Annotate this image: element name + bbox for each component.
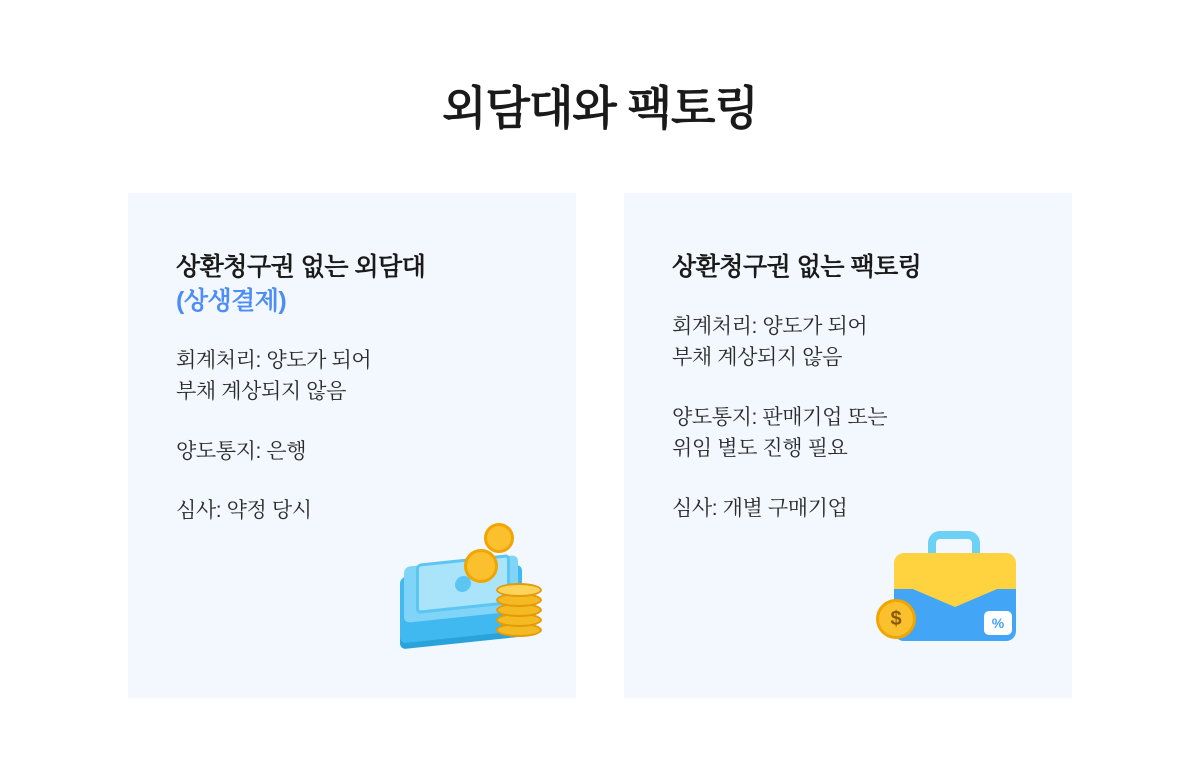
card-left-para-accounting bbox=[176, 345, 556, 408]
card-right-para-review bbox=[672, 493, 1052, 525]
text-line: 심사: 개별 구매기업 bbox=[672, 496, 848, 520]
coin-icon bbox=[464, 549, 498, 583]
dollar-coin-icon: $ bbox=[876, 599, 916, 639]
comparison-cards bbox=[128, 193, 1072, 698]
text-line: 위임 별도 진행 필요 bbox=[672, 437, 848, 461]
text-line: 부채 계상되지 않음 bbox=[672, 346, 842, 370]
money-bills-coins-icon bbox=[390, 523, 560, 663]
text-line: 양도통지: 판매기업 또는 bbox=[672, 405, 888, 429]
card-title-left bbox=[176, 251, 556, 319]
card-content-right bbox=[672, 251, 1052, 524]
card-body-right bbox=[672, 311, 1052, 525]
text-line: 양도통지: 은행 bbox=[176, 439, 307, 463]
card-right-para-notice bbox=[672, 402, 1052, 465]
text-line: 회계처리: 양도가 되어 bbox=[176, 348, 372, 372]
text-line: 부채 계상되지 않음 bbox=[176, 380, 346, 403]
card-title-left-sub: (상생결제) bbox=[176, 286, 287, 315]
card-right-para-accounting bbox=[672, 311, 1052, 374]
page-title: 외담대와 팩토링 bbox=[442, 82, 758, 134]
card-title-right bbox=[672, 251, 1052, 285]
coin-stack-icon bbox=[496, 583, 542, 639]
card-factoring bbox=[624, 193, 1072, 698]
card-loan-guarantee bbox=[128, 193, 576, 698]
briefcase-finance-icon bbox=[876, 531, 1046, 661]
text-line: 심사: 약정 당시 bbox=[176, 499, 312, 522]
coin-icon bbox=[484, 523, 514, 553]
card-title-left-main: 상환청구권 없는 외담대 bbox=[176, 253, 426, 281]
card-content-left bbox=[176, 251, 556, 527]
text-line: 회계처리: 양도가 되어 bbox=[672, 314, 868, 338]
card-body-left bbox=[176, 345, 556, 527]
card-left-para-review bbox=[176, 495, 556, 527]
percent-badge-icon: % bbox=[984, 611, 1012, 635]
card-title-right-main: 상환청구권 없는 팩토링 bbox=[672, 253, 922, 281]
card-left-para-notice bbox=[176, 436, 556, 468]
